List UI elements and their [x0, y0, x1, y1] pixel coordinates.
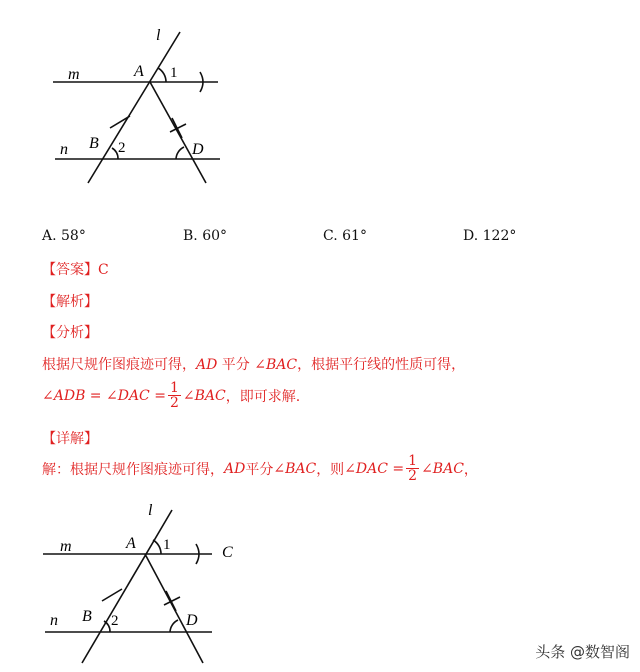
label-d: D — [192, 141, 204, 158]
answer-value: C — [98, 262, 109, 278]
label-c-2: C — [222, 544, 233, 561]
label-angle-1-2: 1 — [163, 537, 171, 553]
detail-line: 解：根据尺规作图痕迹可得， AD 平分 ∠BAC ，则 ∠DAC = $\frac{1}{2}$ ∠BAC ， — [42, 453, 478, 484]
angle-d-arc-2 — [170, 620, 178, 632]
label-n-2: n — [50, 612, 58, 629]
label-angle-2-2: 2 — [111, 613, 119, 629]
option-b: B. 60° — [183, 228, 228, 244]
answer-tag: 【答案】 — [42, 262, 98, 278]
fenxi-tag: 【分析】 — [42, 325, 98, 341]
compass-arc-d2 — [172, 118, 182, 138]
fraction-half: $\frac{1}{2}$ — [169, 380, 179, 411]
angle-1-arc-2 — [153, 540, 161, 554]
fenxi-line-1: 根据尺规作图痕迹可得，AD 平分 ∠BAC，根据平行线的性质可得， — [42, 357, 466, 373]
segment-ad — [150, 82, 206, 183]
angle-d-arc — [176, 147, 184, 159]
label-b: B — [89, 135, 99, 152]
geometry-figure-1 — [0, 20, 260, 190]
line-l-2 — [82, 510, 172, 663]
compass-arc-b — [110, 116, 130, 128]
option-d: D. 122° — [463, 228, 517, 244]
label-a-2: A — [126, 535, 136, 552]
label-a: A — [134, 63, 144, 80]
label-m: m — [68, 66, 80, 83]
label-l: l — [156, 27, 161, 44]
answer-line — [42, 259, 109, 279]
option-a: A. 58° — [42, 228, 86, 244]
label-angle-1: 1 — [170, 65, 178, 81]
label-n: n — [60, 141, 68, 158]
angle-1-arc — [158, 68, 166, 82]
geometry-figure-2 — [0, 495, 260, 672]
label-m-2: m — [60, 538, 72, 555]
compass-arc-d2-2 — [166, 591, 176, 611]
fraction-half-detail: $\frac{1}{2}$ — [408, 453, 418, 484]
analysis-tag: 【解析】 — [42, 294, 98, 310]
line-l — [88, 32, 180, 183]
label-l-2: l — [148, 502, 153, 519]
label-d-2: D — [186, 612, 198, 629]
detail-tag: 【详解】 — [42, 431, 98, 447]
label-angle-2: 2 — [118, 140, 126, 156]
option-c: C. 61° — [323, 228, 367, 244]
fenxi-line-2: ∠ADB = ∠DAC = $\frac{1}{2}$ ∠BAC ，即可求解. — [42, 380, 301, 411]
label-b-2: B — [82, 608, 92, 625]
watermark: 头条 @数智阁 — [535, 643, 630, 661]
